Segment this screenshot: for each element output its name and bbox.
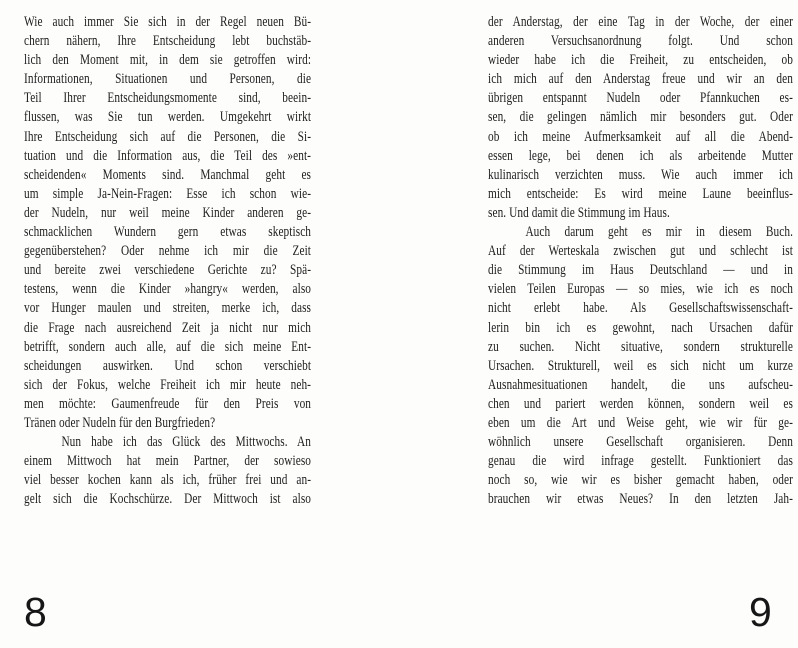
text-line: chen und pariert werden können, sondern weil es	[488, 395, 793, 412]
text-line: zu suchen. Nicht situative, sondern strukturelle	[488, 338, 793, 355]
text-line: sich der Fokus, welche Freiheit ich mir heute neh-	[24, 376, 312, 393]
text-line: die Stimmung im Haus Deutschland — und in	[488, 262, 793, 279]
text-line: einem Mittwoch hat mein Partner, der sowieso	[24, 453, 312, 470]
text-line: Auf der Werteskala zwischen gut und schlecht ist	[488, 243, 793, 260]
text-line: der Anderstag, der eine Tag in der Woche, der einer	[488, 14, 793, 30]
text-line: noch so, wie wir es bisher gemacht haben, oder	[488, 472, 793, 489]
text-line: wieder habe ich die Freiheit, zu entscheiden, ob	[488, 52, 793, 69]
text-line: Ursachen. Strukturell, weil es sich nicht um kurze	[488, 357, 793, 374]
text-line: die Frage nach ausreichend Zeit ja nicht nur mich	[24, 319, 312, 336]
text-line: lerin bin ich es gewohnt, nach Ursachen dafür	[488, 319, 793, 336]
text-line: wöhnlich unsere Gesellschaft organisieren. Denn	[488, 434, 793, 451]
text-line: vielen Teilen Europas — so mies, wie ich es noch	[488, 281, 793, 298]
text-line: gegenüberstehen? Oder nehme ich mir die Zeit	[24, 243, 312, 260]
text-line: scheidungen auswirken. Und schon verschiebt	[24, 357, 312, 374]
text-line: Auch darum geht es mir in diesem Buch.	[525, 224, 793, 241]
text-line: schmacklichen Wundern gern etwas skeptisch	[24, 224, 312, 241]
text-line: Nun habe ich das Glück des Mittwochs. An	[61, 434, 312, 451]
text-line: mich entscheide: Es wird meine Laune beeinflus-	[488, 185, 793, 202]
text-line: Wie auch immer Sie sich in der Regel neuen Bü-	[24, 14, 312, 30]
text-line: gelt sich die Kochschürze. Der Mittwoch ist also	[24, 491, 312, 508]
text-line: übrigen entspannt Nudeln oder Pfannkuchen es-	[488, 90, 793, 107]
text-line: flussen, was Sie tun werden. Umgekehrt wirkt	[24, 109, 312, 126]
text-line: viel besser kochen kann als ich, früher frei und an-	[24, 472, 312, 489]
text-line: kulinarisch verzichten muss. Wie auch immer ich	[488, 166, 793, 183]
text-line: chern nähern, Ihre Entscheidung lebt buchstäb-	[24, 33, 312, 50]
text-line: brauchen wir etwas Neues? In den letzten Jah-	[488, 491, 793, 508]
text-line: Tränen oder Nudeln für den Burgfrieden?	[24, 414, 216, 431]
text-line: essen lege, bei denen ich als arbeitende Mutter	[488, 147, 793, 164]
text-line: der Nudeln, nur weil meine Kinder anderen ge-	[24, 204, 312, 221]
text-line: sen, die gelingen nämlich mir besonders gut. Oder	[488, 109, 793, 126]
text-line: Ihre Entscheidung sich auf die Personen, die Si-	[24, 128, 312, 145]
text-line: um simple Ja-Nein-Fragen: Esse ich schon wie-	[24, 185, 312, 202]
text-line: lich den Moment mit, in dem sie getroffen wird:	[24, 52, 312, 69]
text-line: und bereite zwei verschiedene Gerichte zu? Spä-	[24, 262, 312, 279]
page-number-right: 9	[749, 589, 772, 635]
text-line: ob ich meine Aufmerksamkeit auf all die Abend-	[488, 128, 793, 145]
page-number-left: 8	[24, 589, 47, 635]
text-line: betrifft, sondern auch alle, auf die sich meine Ent-	[24, 338, 312, 355]
text-line: genau die wird infrage gestellt. Funktioniert das	[488, 453, 793, 470]
text-line: Ausnahmesituationen handelt, die uns aufscheu-	[488, 376, 793, 393]
text-line: ich mich auf den Anderstag freue und wir an den	[488, 71, 793, 88]
text-line: eben um die Art und Weise geht, wie wir für ge-	[488, 414, 793, 431]
text-line: tuation und die Information aus, die Teil des »ent-	[24, 147, 312, 164]
right-page-text-column	[488, 13, 793, 509]
left-page-text-column	[24, 13, 311, 509]
text-line: sen. Und damit die Stimmung im Haus.	[488, 204, 670, 221]
text-line: men möchte: Gaumenfreude für den Preis von	[24, 395, 312, 412]
text-line: anderen Versuchsanordnung folgt. Und schon	[488, 33, 793, 50]
text-line: nicht erlebt habe. Als Gesellschaftswissenschaft-	[488, 300, 793, 317]
text-line: Informationen, Situationen und Personen, die	[24, 71, 312, 88]
text-line: vor Hunger maulen und streiten, merke ich, dass	[24, 300, 312, 317]
text-line: Teil Ihrer Entscheidungsmomente sind, beein-	[24, 90, 312, 107]
text-line: scheidenden« Moments sind. Manchmal geht es	[24, 166, 312, 183]
text-line: testens, wenn die Kinder »hangry« werden, also	[24, 281, 312, 298]
